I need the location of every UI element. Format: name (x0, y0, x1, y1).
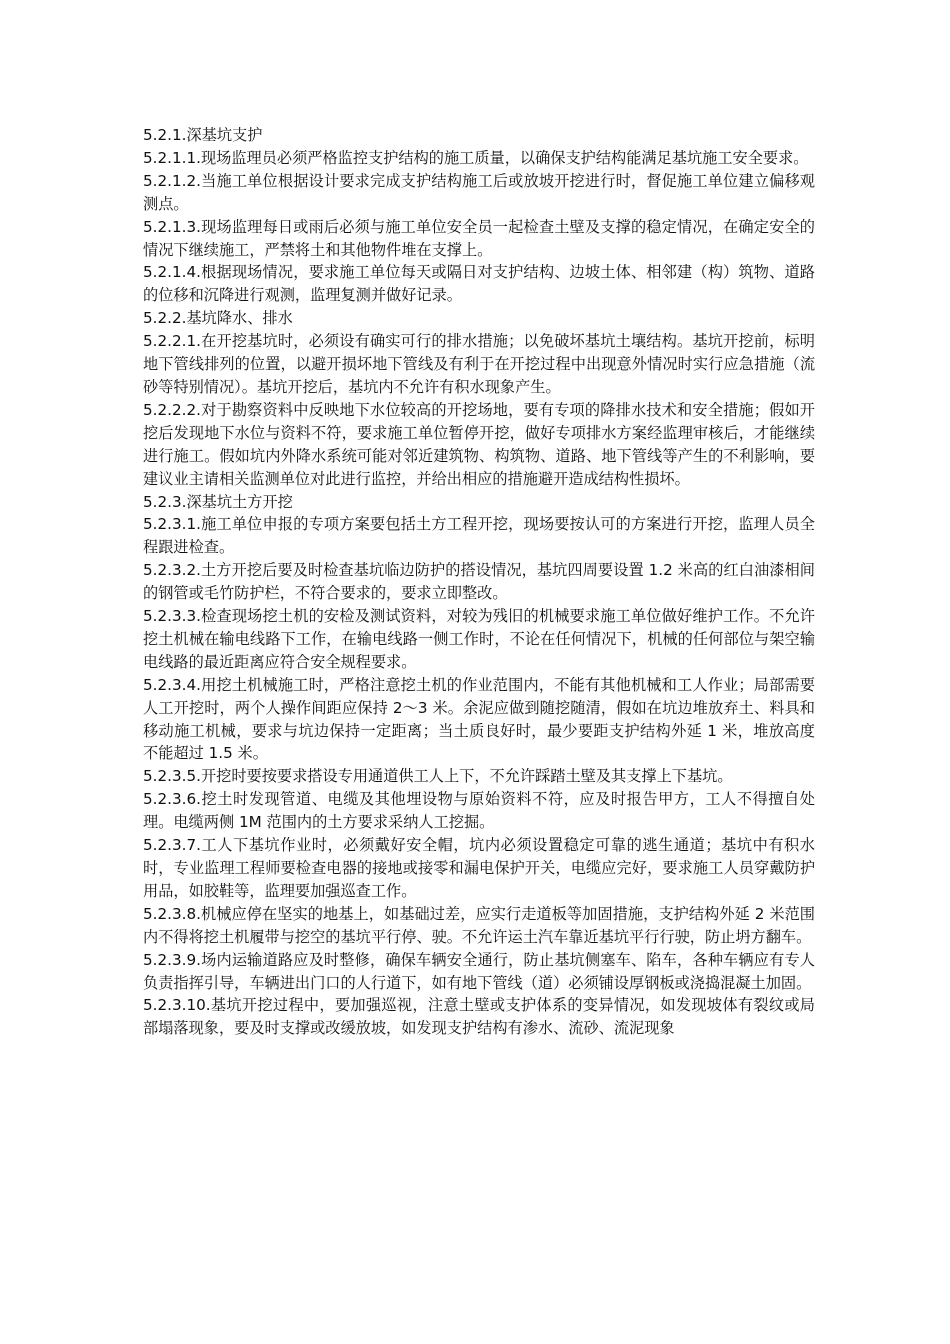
paragraph: 5.2.1.2.当施工单位根据设计要求完成支护结构施工后或放坡开挖进行时，督促施工单位建立偏移观测点。 (143, 171, 815, 213)
paragraph: 5.2.1.1.现场监理员必须严格监控支护结构的施工质量，以确保支护结构能满足基坑施工安全要求。 (143, 148, 809, 167)
paragraph: 5.2.1.4.根据现场情况，要求施工单位每天或隔日对支护结构、边坡土体、相邻建（构）筑物、道路的位移和沉降进行观测，监理复测并做好记录。 (143, 263, 815, 305)
paragraph: 5.2.3.6.挖土时发现管道、电缆及其他埋设物与原始资料不符，应及时报告甲方，工人不得擅自处理。电缆两侧 1M 范围内的土方要求采纳人工挖掘。 (143, 790, 815, 832)
section-heading: 5.2.1.深基坑支护 (143, 126, 263, 144)
paragraph: 5.2.3.7.工人下基坑作业时，必须戴好安全帽，坑内必须设置稳定可靠的逃生通道；基坑中有积水时，专业监理工程师要检查电器的接地或接零和漏电保护开关，电缆应完好，要求施工人员穿戴防护用品，如胶鞋等，监理要加强巡查工作。 (143, 836, 815, 900)
paragraph: 5.2.3.2.土方开挖后要及时检查基坑临边防护的搭设情况，基坑四周要设置 1.2 米高的红白油漆相间的钢管或毛竹防护栏，不符合要求的，要求立即整改。 (143, 561, 815, 603)
paragraph: 5.2.3.3.检查现场挖土机的安检及测试资料，对较为残旧的机械要求施工单位做好维护工作。不允许挖土机械在输电线路下工作，在输电线路一侧工作时，不论在任何情况下，机械的任何部位与架空输电线路的最近距离应符合安全规程要求。 (143, 607, 815, 671)
paragraph: 5.2.2.2.对于勘察资料中反映地下水位较高的开挖场地，要有专项的降排水技术和安全措施；假如开挖后发现地下水位与资料不符，要求施工单位暂停开挖，做好专项排水方案经监理审核后，才能继续进行施工。假如坑内外降水系统可能对邻近建筑物、构筑物、道路、地下管线等产生的不利影响，要建议业主请相关监测单位对此进行监控，并给出相应的措施避开造成结构性损坏。 (143, 400, 815, 488)
paragraph: 5.2.1.3.现场监理每日或雨后必须与施工单位安全员一起检查土壁及支撑的稳定情况，在确定安全的情况下继续施工，严禁将土和其他物件堆在支撑上。 (143, 217, 815, 259)
paragraph: 5.2.3.9.场内运输道路应及时整修，确保车辆安全通行，防止基坑侧塞车、陷车，各种车辆应有专人负责指挥引导，车辆进出门口的人行道下，如有地下管线（道）必须铺设厚钢板或浇捣混凝土加固。 (143, 950, 815, 992)
section-heading: 5.2.2.基坑降水、排水 (143, 309, 293, 328)
paragraph: 5.2.3.5.开挖时要按要求搭设专用通道供工人上下，不允许踩踏土壁及其支撑上下基坑。 (143, 767, 733, 786)
paragraph: 5.2.3.8.机械应停在坚实的地基上，如基础过差，应实行走道板等加固措施，支护结构外延 2 米范围内不得将挖土机履带与挖空的基坑平行停、驶。不允许运土汽车靠近基坑平行行驶，防止坍方翻车。 (143, 904, 815, 946)
paragraph: 5.2.2.1.在开挖基坑时，必须设有确实可行的排水措施；以免破坏基坑土壤结构。基坑开挖前，标明地下管线排列的位置，以避开损坏地下管线及有利于在开挖过程中出现意外情况时实行应急措施（流砂等特别情况）。基坑开挖后，基坑内不允许有积水现象产生。 (143, 332, 815, 396)
section-heading: 5.2.3.深基坑土方开挖 (143, 492, 293, 511)
paragraph: 5.2.3.10.基坑开挖过程中，要加强巡视，注意土壁或支护体系的变异情况，如发现坡体有裂纹或局部塌落现象，要及时支撑或改缓放坡，如发现支护结构有渗水、流砂、流泥现象 (143, 996, 815, 1038)
paragraph: 5.2.3.4.用挖土机械施工时，严格注意挖土机的作业范围内，不能有其他机械和工人作业；局部需要人工开挖时，两个人操作间距应保持 2～3 米。余泥应做到随挖随清，假如在坑边堆放弃土、料具和移动施工机械，要求与坑边保持一定距离；当土质良好时，最少要距支护结构外延 1 米，堆放高度不能超过 1.5 米。 (143, 675, 815, 763)
paragraph: 5.2.3.1.施工单位申报的专项方案要包括土方工程开挖，现场要按认可的方案进行开挖，监理人员全程跟进检查。 (143, 515, 815, 557)
document-body (143, 124, 815, 1040)
